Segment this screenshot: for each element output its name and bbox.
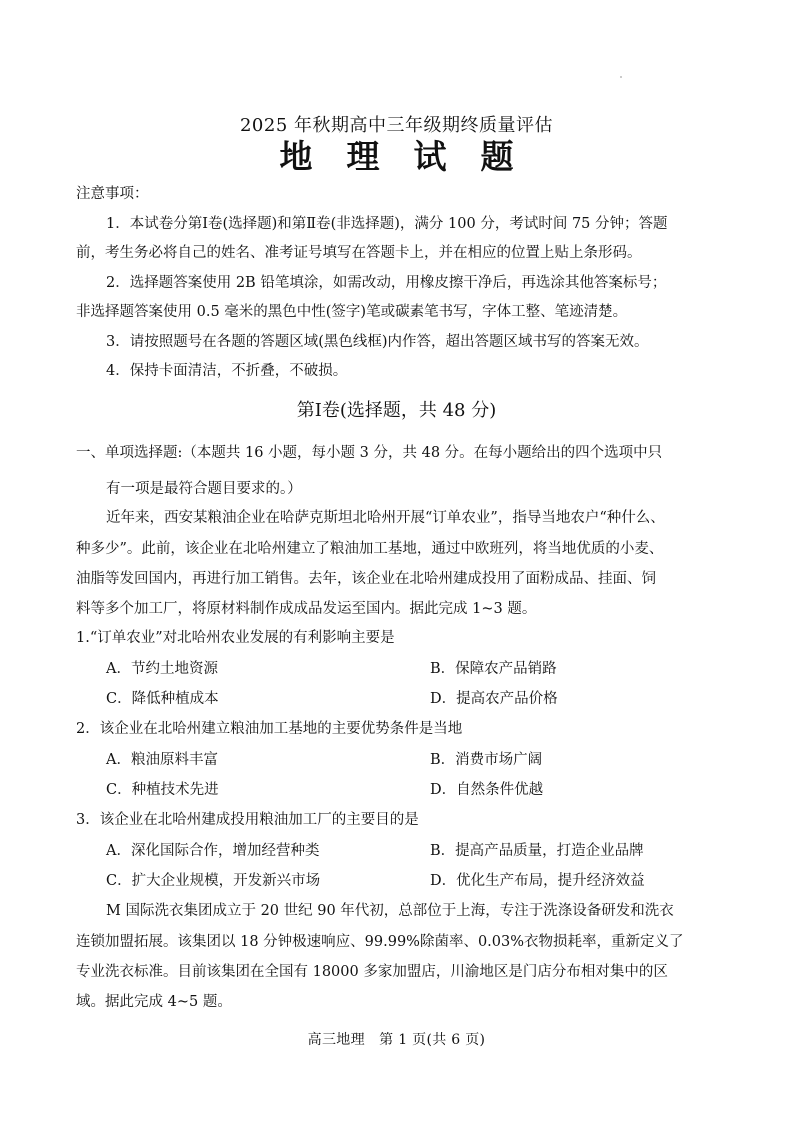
passage-2-line-2: 连锁加盟拓展。该集团以 18 分钟极速响应、99.99%除菌率、0.03%衣物损耗率，重新定义了: [76, 934, 684, 950]
question-1-option-b: B．保障农产品销路: [430, 661, 557, 677]
passage-1-line-3: 油脂等发回国内，再进行加工销售。去年，该企业在北哈州建成投用了面粉成品、挂面、饲: [76, 571, 656, 587]
question-1-option-a: A．节约土地资源: [106, 661, 218, 677]
question-2-stem: 2．该企业在北哈州建立粮油加工基地的主要优势条件是当地: [76, 721, 463, 737]
page-footer: 高三地理 第 1 页(共 6 页): [307, 1032, 486, 1048]
question-1-option-c: C．降低种植成本: [106, 691, 219, 707]
scan-speck: [620, 76, 622, 78]
question-1-stem: 1.“订单农业”对北哈州农业发展的有利影响主要是: [76, 630, 395, 646]
notice-item-2: 2．选择题答案使用 2B 铅笔填涂，如需改动，用橡皮擦干净后，再选涂其他答案标号；: [106, 275, 667, 291]
passage-1-line-2: 种多少”。此前，该企业在北哈州建立了粮油加工基地，通过中欧班列，将当地优质的小麦、: [76, 541, 664, 557]
notice-heading: 注意事项：: [76, 186, 149, 202]
subject-title: 地理试题: [279, 137, 548, 176]
question-3-option-c: C．扩大企业规模，开发新兴市场: [106, 873, 321, 889]
question-3-option-b: B．提高产品质量，打造企业品牌: [430, 843, 644, 859]
question-2-option-c: C．种植技术先进: [106, 782, 219, 798]
question-3-stem: 3．该企业在北哈州建成投用粮油加工厂的主要目的是: [76, 812, 419, 828]
question-2-option-b: B．消费市场广阔: [430, 752, 543, 768]
instructions-line-1: 一、单项选择题:（本题共 16 小题，每小题 3 分，共 48 分。在每小题给出的四个选项中只: [76, 445, 663, 461]
exam-title: 2025 年秋期高中三年级期终质量评估: [239, 115, 554, 136]
question-3-option-a: A．深化国际合作，增加经营种类: [106, 843, 320, 859]
passage-1-line-4: 料等多个加工厂，将原材料制作成成品发运至国内。据此完成 1~3 题。: [76, 601, 537, 617]
question-1-option-d: D．提高农产品价格: [430, 691, 558, 707]
passage-2-line-3: 专业洗衣标准。目前该集团在全国有 18000 多家加盟店，川渝地区是门店分布相对集中的区: [76, 964, 668, 980]
notice-item-3: 3．请按照题号在各题的答题区域(黑色线框)内作答，超出答题区域书写的答案无效。: [106, 334, 649, 350]
question-3-option-d: D．优化生产布局，提升经济效益: [430, 873, 645, 889]
passage-2-line-4: 域。据此完成 4~5 题。: [76, 994, 232, 1010]
passage-2-line-1: M 国际洗衣集团成立于 20 世纪 90 年代初，总部位于上海，专注于洗涤设备研发和洗衣: [106, 903, 674, 919]
notice-item-4: 4．保持卡面清洁，不折叠，不破损。: [106, 363, 348, 379]
section-title: 第Ⅰ卷(选择题，共 48 分): [296, 400, 497, 421]
notice-item-2-cont: 非选择题答案使用 0.5 毫米的黑色中性(签字)笔或碳素笔书写，字体工整、笔迹清楚。: [76, 304, 628, 320]
question-2-option-d: D．自然条件优越: [430, 782, 544, 798]
passage-1-line-1: 近年来，西安某粮油企业在哈萨克斯坦北哈州开展“订单农业”，指导当地农户“种什么、: [106, 510, 665, 526]
notice-item-1-cont: 前，考生务必将自己的姓名、准考证号填写在答题卡上，并在相应的位置上贴上条形码。: [76, 245, 642, 261]
instructions-line-2: 有一项是最符合题目要求的。）: [106, 481, 302, 497]
notice-item-1: 1．本试卷分第Ⅰ卷(选择题)和第Ⅱ卷(非选择题)，满分 100 分，考试时间 75 分钟；答题: [106, 216, 668, 232]
question-2-option-a: A．粮油原料丰富: [106, 752, 218, 768]
